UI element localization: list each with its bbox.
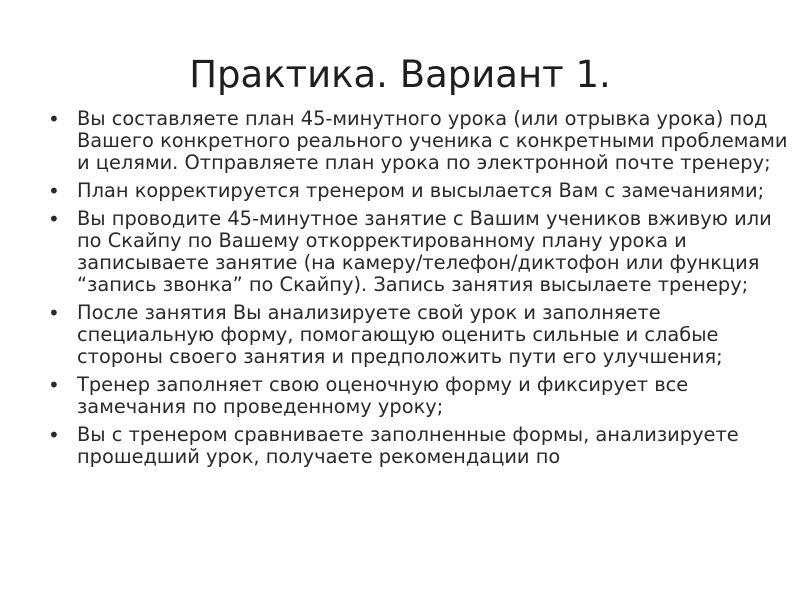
bullet-icon: • bbox=[48, 301, 60, 325]
slide-title: Практика. Вариант 1. bbox=[189, 53, 611, 96]
bullet-text: Вы с тренером сравниваете заполненные формы, анализируете прошедший урок, получаете рекомендации по bbox=[77, 423, 739, 468]
bullet-list bbox=[48, 108, 793, 474]
bullet-text: После занятия Вы анализируете свой урок и заполняете специальную форму, помогающую оценить сильные и слабые стороны своего занятия и предположить пути его улучшения; bbox=[77, 301, 723, 368]
bullet-icon: • bbox=[48, 179, 60, 203]
list-item bbox=[48, 302, 793, 368]
bullet-text: Вы проводите 45-минутное занятие с Вашим учеников вживую или по Скайпу по Вашему откорректированному плану урока и записываете занятие (на камеру/телефон/диктофон или функция “запись звонка” по Скайпу). Запись занятия высылаете тренеру; bbox=[77, 207, 772, 296]
bullet-icon: • bbox=[48, 207, 60, 231]
bullet-text: План корректируется тренером и высылается Вам с замечаниями; bbox=[77, 179, 765, 202]
list-item bbox=[48, 108, 793, 174]
list-item bbox=[48, 208, 793, 296]
list-item bbox=[48, 180, 793, 202]
list-item bbox=[48, 374, 793, 418]
bullet-icon: • bbox=[48, 107, 60, 131]
bullet-text: Тренер заполняет свою оценочную форму и фиксирует все замечания по проведенному уроку; bbox=[77, 373, 689, 418]
bullet-icon: • bbox=[48, 373, 60, 397]
bullet-text: Вы составляете план 45-минутного урока (или отрывка урока) под Вашего конкретного реального ученика с конкретными проблемами и целями. Отправляете план урока по электронной почте тренеру; bbox=[77, 107, 788, 174]
list-item bbox=[48, 424, 793, 468]
bullet-icon: • bbox=[48, 423, 60, 447]
